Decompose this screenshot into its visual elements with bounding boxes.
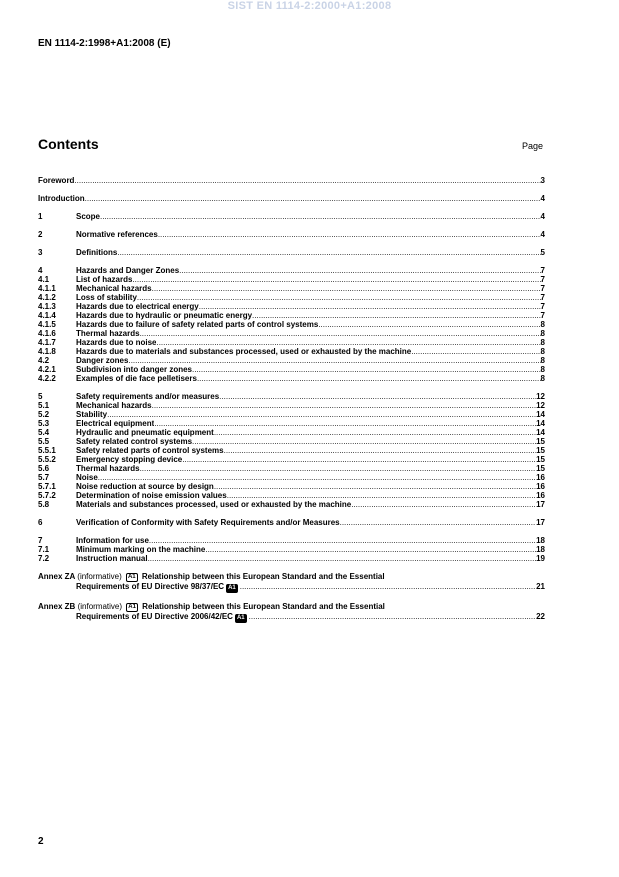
dot-leader [249, 612, 536, 622]
dot-leader [137, 293, 541, 302]
dot-leader [148, 554, 537, 563]
toc-title: List of hazards [76, 275, 133, 284]
toc-number: 7.1 [38, 545, 50, 554]
page-number: 2 [38, 836, 44, 847]
toc-page: 15 [536, 464, 545, 473]
toc-title: Instruction manual [76, 554, 148, 563]
toc-entry[interactable] [38, 518, 545, 527]
toc-entry[interactable] [38, 266, 545, 275]
annex-kind: (informative) [77, 572, 122, 581]
toc-entry[interactable] [38, 293, 545, 302]
dot-leader [149, 536, 536, 545]
dot-leader [214, 482, 536, 491]
toc-title: Hydraulic and pneumatic equipment [76, 428, 214, 437]
toc-entry[interactable] [38, 473, 545, 482]
toc-title: Thermal hazards [76, 329, 140, 338]
toc-number: 5.7.1 [38, 482, 56, 491]
annex-title-line2: Requirements of EU Directive 98/37/EC [76, 582, 225, 591]
toc-page: 4 [540, 194, 545, 203]
toc-number: 4.1.3 [38, 302, 56, 311]
table-of-contents [38, 176, 545, 623]
toc-entry[interactable] [38, 491, 545, 500]
toc-page: 14 [536, 428, 545, 437]
dot-leader [340, 518, 536, 527]
annex-label: Annex ZA [38, 572, 76, 581]
toc-page: 15 [536, 446, 545, 455]
dot-leader [152, 284, 541, 293]
dot-leader [205, 545, 536, 554]
toc-number: 5.2 [38, 410, 50, 419]
toc-title: Stability [76, 410, 108, 419]
toc-page: 8 [540, 356, 545, 365]
toc-title: Scope [76, 212, 101, 221]
toc-page: 7 [540, 284, 545, 293]
toc-entry[interactable] [38, 284, 545, 293]
toc-entry[interactable] [38, 176, 545, 185]
toc-page: 7 [540, 302, 545, 311]
toc-page: 18 [536, 536, 545, 545]
dot-leader [100, 212, 541, 221]
toc-title: Safety related parts of control systems [76, 446, 224, 455]
dot-leader [219, 392, 536, 401]
toc-page: 12 [536, 392, 545, 401]
toc-entry[interactable] [38, 194, 545, 203]
toc-entry[interactable] [38, 554, 545, 563]
dot-leader [140, 329, 541, 338]
toc-page: 7 [540, 293, 545, 302]
dot-leader [156, 338, 540, 347]
toc-page: 16 [536, 473, 545, 482]
amendment-start-marker-icon: A1 [127, 574, 136, 580]
toc-number: 4.1.5 [38, 320, 56, 329]
document-id: EN 1114-2:1998+A1:2008 (E) [38, 38, 171, 49]
toc-title: Hazards due to failure of safety related parts of control systems [76, 320, 319, 329]
dot-leader [351, 500, 536, 509]
toc-page: 14 [536, 410, 545, 419]
toc-entry[interactable] [38, 401, 545, 410]
dot-leader [74, 176, 540, 185]
toc-entry[interactable] [38, 275, 545, 284]
toc-page: 15 [536, 437, 545, 446]
dot-leader [240, 582, 536, 592]
dot-leader [179, 266, 540, 275]
annex-label: Annex ZB [38, 602, 76, 611]
toc-entry[interactable] [38, 365, 545, 374]
toc-number: 4.2.1 [38, 365, 56, 374]
toc-title: Electrical equipment [76, 419, 155, 428]
toc-number: 4.1.1 [38, 284, 56, 293]
annex-entry[interactable] [38, 572, 545, 593]
toc-number: 1 [38, 212, 43, 221]
toc-page: 5 [540, 248, 545, 257]
annex-title-line1: Relationship between this European Standard and the Essential [141, 572, 385, 581]
toc-number: 5.4 [38, 428, 50, 437]
toc-page: 8 [540, 347, 545, 356]
toc-number: 5.3 [38, 419, 50, 428]
dot-leader [214, 428, 536, 437]
toc-number: 4 [38, 266, 43, 275]
toc-entry[interactable] [38, 230, 545, 239]
toc-title: Hazards due to electrical energy [76, 302, 199, 311]
annex-kind: (informative) [77, 602, 123, 611]
toc-title: Loss of stability [76, 293, 137, 302]
toc-number: 5.5.2 [38, 455, 56, 464]
toc-page: 8 [540, 320, 545, 329]
toc-title: Verification of Conformity with Safety Requirements and/or Measures [76, 518, 340, 527]
toc-number: 4.2.2 [38, 374, 56, 383]
toc-number: 4.1.8 [38, 347, 56, 356]
amendment-end-marker-icon: A1 [236, 615, 245, 621]
toc-title: Normative references [76, 230, 158, 239]
toc-page: 7 [540, 275, 545, 284]
toc-page: 7 [540, 266, 545, 275]
toc-page: 16 [536, 491, 545, 500]
toc-page: 7 [540, 311, 545, 320]
dot-leader [132, 275, 540, 284]
annex-page: 21 [536, 582, 545, 591]
toc-entry[interactable] [38, 464, 545, 473]
toc-page: 8 [540, 365, 545, 374]
toc-number: 5.1 [38, 401, 50, 410]
toc-entry[interactable] [38, 329, 545, 338]
dot-leader [117, 248, 540, 257]
dot-leader [224, 446, 536, 455]
toc-title: Safety related control systems [76, 437, 193, 446]
dot-leader [182, 455, 536, 464]
toc-entry[interactable] [38, 356, 545, 365]
toc-entry[interactable] [38, 482, 545, 491]
toc-entry[interactable] [38, 455, 545, 464]
toc-page: 4 [540, 212, 545, 221]
watermark: SIST EN 1114-2:2000+A1:2008 [227, 0, 392, 12]
annex-entry[interactable] [38, 602, 545, 623]
toc-entry[interactable] [38, 545, 545, 554]
dot-leader [318, 320, 540, 329]
annex-page: 22 [536, 612, 545, 621]
toc-number: 4.1 [38, 275, 50, 284]
dot-leader [192, 365, 541, 374]
toc-title: Examples of die face pelletisers [76, 374, 197, 383]
toc-number: 2 [38, 230, 43, 239]
toc-number: 4.1.6 [38, 329, 56, 338]
toc-title: Hazards due to materials and substances processed, used or exhausted by the machine [76, 347, 412, 356]
dot-leader [411, 347, 540, 356]
toc-page: 15 [536, 455, 545, 464]
toc-entry[interactable] [38, 311, 545, 320]
toc-number: 4.2 [38, 356, 50, 365]
toc-title: Hazards and Danger Zones [76, 266, 180, 275]
toc-number: 5.7.2 [38, 491, 56, 500]
toc-title: Hazards due to noise [76, 338, 157, 347]
toc-entry[interactable] [38, 338, 545, 347]
toc-number: 4.1.4 [38, 311, 56, 320]
toc-number: 4.1.2 [38, 293, 56, 302]
toc-title: Definitions [76, 248, 118, 257]
contents-heading: Contents [38, 136, 99, 152]
toc-number: 4.1.7 [38, 338, 56, 347]
toc-title: Noise reduction at source by design [76, 482, 214, 491]
toc-number: 3 [38, 248, 43, 257]
dot-leader [227, 491, 536, 500]
toc-title: Danger zones [76, 356, 129, 365]
dot-leader [252, 311, 541, 320]
toc-page: 14 [536, 419, 545, 428]
toc-page: 16 [536, 482, 545, 491]
toc-number: 5.7 [38, 473, 50, 482]
toc-title: Materials and substances processed, used or exhausted by the machine [76, 500, 352, 509]
toc-page: 17 [536, 518, 545, 527]
amendment-start-marker-icon: A1 [128, 604, 136, 610]
toc-entry[interactable] [38, 428, 545, 437]
toc-entry[interactable] [38, 419, 545, 428]
toc-number: 5 [38, 392, 43, 401]
toc-title: Mechanical hazards [76, 284, 152, 293]
toc-number: 5.8 [38, 500, 50, 509]
toc-entry[interactable] [38, 302, 545, 311]
toc-title: Foreword [38, 176, 75, 185]
dot-leader [140, 464, 537, 473]
toc-entry[interactable] [38, 347, 545, 356]
dot-leader [152, 401, 537, 410]
toc-entry[interactable] [38, 320, 545, 329]
dot-leader [199, 302, 541, 311]
toc-entry[interactable] [38, 446, 545, 455]
toc-number: 5.5 [38, 437, 50, 446]
toc-title: Noise [76, 473, 98, 482]
toc-number: 7 [38, 536, 43, 545]
toc-title: Information for use [76, 536, 149, 545]
dot-leader [128, 356, 540, 365]
toc-entry[interactable] [38, 536, 545, 545]
toc-title: Thermal hazards [76, 464, 140, 473]
dot-leader [154, 419, 536, 428]
amendment-end-marker-icon: A1 [228, 585, 236, 591]
toc-page: 8 [540, 338, 545, 347]
toc-page: 19 [536, 554, 545, 563]
toc-number: 6 [38, 518, 43, 527]
toc-number: 7.2 [38, 554, 50, 563]
toc-page: 12 [536, 401, 545, 410]
dot-leader [158, 230, 541, 239]
toc-page: 8 [540, 329, 545, 338]
dot-leader [197, 374, 541, 383]
annex-title-line1: Relationship between this European Standard and the Essential [142, 602, 385, 611]
dot-leader [192, 437, 536, 446]
toc-entry[interactable] [38, 248, 545, 257]
toc-title: Mechanical hazards [76, 401, 152, 410]
toc-number: 5.6 [38, 464, 50, 473]
toc-title: Introduction [38, 194, 85, 203]
toc-entry[interactable] [38, 437, 545, 446]
toc-title: Subdivision into danger zones [76, 365, 193, 374]
dot-leader [85, 194, 541, 203]
toc-entry[interactable] [38, 500, 545, 509]
toc-number: 5.5.1 [38, 446, 56, 455]
toc-entry[interactable] [38, 212, 545, 221]
toc-page: 4 [540, 230, 545, 239]
toc-title: Emergency stopping device [76, 455, 183, 464]
toc-title: Determination of noise emission values [76, 491, 227, 500]
dot-leader [107, 410, 536, 419]
toc-title: Minimum marking on the machine [76, 545, 206, 554]
toc-title: Safety requirements and/or measures [76, 392, 220, 401]
toc-entry[interactable] [38, 374, 545, 383]
toc-page: 8 [540, 374, 545, 383]
toc-entry[interactable] [38, 410, 545, 419]
toc-title: Hazards due to hydraulic or pneumatic energy [76, 311, 253, 320]
toc-entry[interactable] [38, 392, 545, 401]
toc-page: 18 [536, 545, 545, 554]
page-column-label: Page [522, 141, 544, 151]
toc-page: 17 [536, 500, 545, 509]
dot-leader [98, 473, 536, 482]
toc-page: 3 [540, 176, 545, 185]
annex-title-line2: Requirements of EU Directive 2006/42/EC [76, 612, 233, 621]
